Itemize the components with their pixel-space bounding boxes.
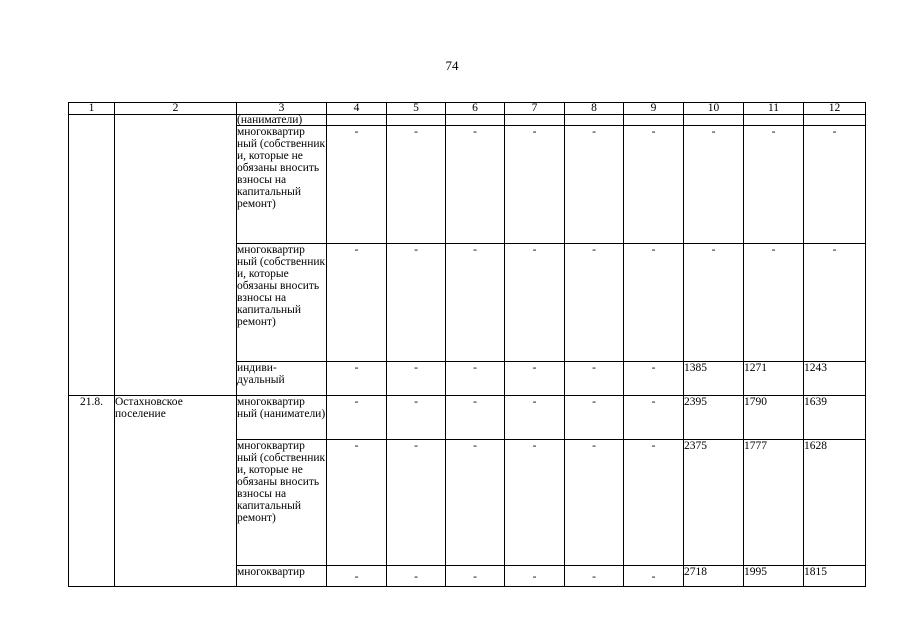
value-cell: 2375: [684, 440, 744, 566]
value-cell: 1271: [744, 362, 804, 396]
col-header-1: 1: [69, 103, 115, 115]
value-cell: -: [804, 244, 866, 362]
value-cell: -: [684, 244, 744, 362]
col-header-10: 10: [684, 103, 744, 115]
value-cell: -: [624, 396, 684, 440]
value-cell: -: [446, 566, 505, 587]
value-cell: -: [327, 126, 387, 244]
value-cell: [327, 115, 387, 126]
value-cell: -: [446, 126, 505, 244]
col-header-4: 4: [327, 103, 387, 115]
value-cell: [387, 115, 446, 126]
col-header-6: 6: [446, 103, 505, 115]
value-cell: -: [505, 440, 565, 566]
col-header-2: 2: [115, 103, 237, 115]
value-cell: -: [387, 440, 446, 566]
value-cell: -: [624, 440, 684, 566]
value-cell: -: [624, 244, 684, 362]
value-cell: -: [565, 362, 624, 396]
settlement-cell: Остахновское поселение: [115, 396, 237, 587]
col-header-7: 7: [505, 103, 565, 115]
col-header-9: 9: [624, 103, 684, 115]
value-cell: [744, 115, 804, 126]
housing-type-cell: многоквартир ный (собственник и, которые не обязаны вносить взносы на капитальный ремонт): [237, 126, 327, 244]
value-cell: 1628: [804, 440, 866, 566]
value-cell: -: [446, 244, 505, 362]
row-number-cell: [69, 115, 115, 396]
row-number-cell: 21.8.: [69, 396, 115, 587]
value-cell: [624, 115, 684, 126]
value-cell: 1243: [804, 362, 866, 396]
col-header-3: 3: [237, 103, 327, 115]
settlement-cell: [115, 115, 237, 396]
value-cell: 1815: [804, 566, 866, 587]
value-cell: [804, 115, 866, 126]
housing-type-cell: многоквартир ный (наниматели): [237, 396, 327, 440]
value-cell: 1639: [804, 396, 866, 440]
table-row: [69, 396, 866, 440]
value-cell: -: [446, 440, 505, 566]
value-cell: -: [624, 362, 684, 396]
value-cell: -: [505, 244, 565, 362]
value-cell: -: [327, 244, 387, 362]
value-cell: -: [565, 440, 624, 566]
value-cell: -: [565, 566, 624, 587]
value-cell: 1790: [744, 396, 804, 440]
table-row: [69, 115, 866, 126]
value-cell: -: [624, 126, 684, 244]
value-cell: -: [387, 566, 446, 587]
value-cell: -: [387, 396, 446, 440]
value-cell: -: [565, 126, 624, 244]
value-cell: [446, 115, 505, 126]
value-cell: 1995: [744, 566, 804, 587]
value-cell: -: [624, 566, 684, 587]
value-cell: -: [684, 126, 744, 244]
value-cell: -: [505, 126, 565, 244]
col-header-12: 12: [804, 103, 866, 115]
value-cell: [505, 115, 565, 126]
col-header-8: 8: [565, 103, 624, 115]
header-row: [69, 103, 866, 115]
value-cell: -: [804, 126, 866, 244]
page-number: 74: [445, 58, 459, 73]
value-cell: -: [565, 244, 624, 362]
value-cell: -: [387, 362, 446, 396]
housing-type-cell: многоквартир: [237, 566, 327, 587]
housing-type-cell: индиви- дуальный: [237, 362, 327, 396]
value-cell: 2718: [684, 566, 744, 587]
tariff-table: [68, 102, 866, 587]
housing-type-cell: многоквартир ный (собственник и, которые не обязаны вносить взносы на капитальный ремонт): [237, 440, 327, 566]
value-cell: -: [327, 440, 387, 566]
value-cell: 2395: [684, 396, 744, 440]
housing-type-cell: (наниматели): [237, 115, 327, 126]
value-cell: -: [565, 396, 624, 440]
value-cell: -: [446, 396, 505, 440]
value-cell: -: [744, 244, 804, 362]
value-cell: 1385: [684, 362, 744, 396]
value-cell: -: [327, 566, 387, 587]
value-cell: -: [327, 362, 387, 396]
value-cell: -: [505, 396, 565, 440]
value-cell: -: [387, 244, 446, 362]
value-cell: -: [744, 126, 804, 244]
value-cell: -: [446, 362, 505, 396]
value-cell: -: [327, 396, 387, 440]
value-cell: [684, 115, 744, 126]
value-cell: -: [505, 566, 565, 587]
col-header-5: 5: [387, 103, 446, 115]
value-cell: [565, 115, 624, 126]
value-cell: -: [387, 126, 446, 244]
value-cell: 1777: [744, 440, 804, 566]
value-cell: -: [505, 362, 565, 396]
col-header-11: 11: [744, 103, 804, 115]
housing-type-cell: многоквартир ный (собственник и, которые обязаны вносить взносы на капитальный ремонт): [237, 244, 327, 362]
